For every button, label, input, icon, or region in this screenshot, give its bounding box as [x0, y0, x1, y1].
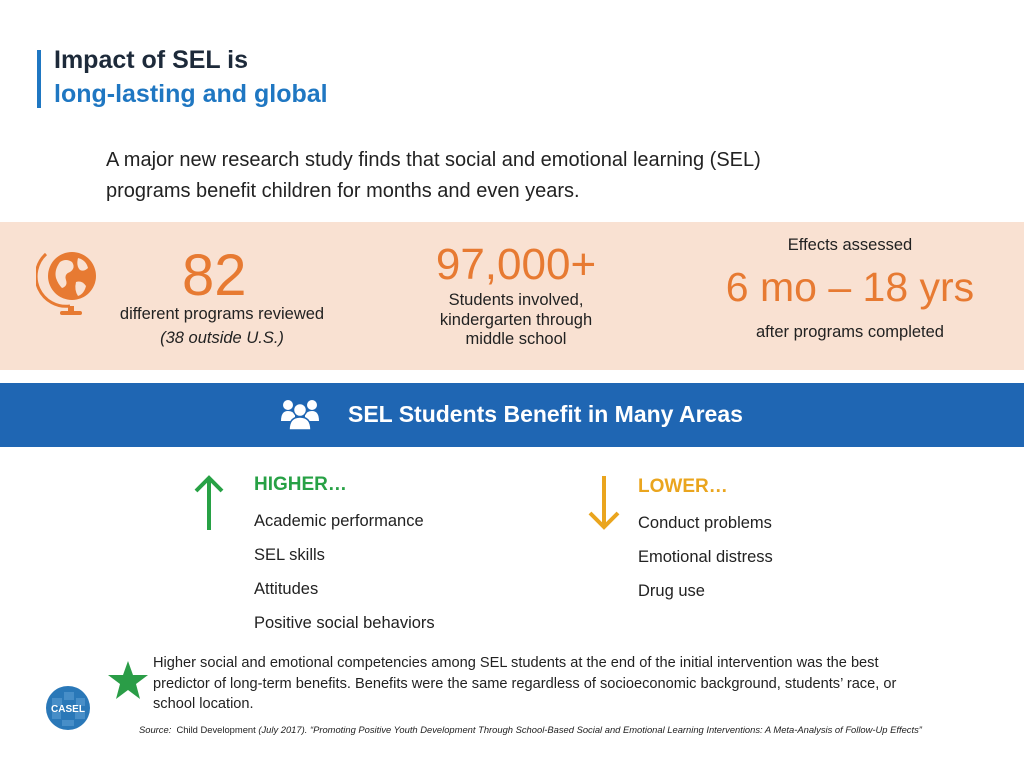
effects-bottom-label: after programs completed	[755, 323, 944, 341]
key-finding-note	[153, 653, 983, 715]
effects-top-label: Effects assessed	[787, 236, 913, 254]
programs-count: 82	[182, 243, 247, 308]
higher-item: Academic performance	[254, 512, 424, 530]
star-icon	[107, 660, 149, 700]
note-line-1: Higher social and emotional competencies among SEL students at the end of the initial intervention was the best	[153, 655, 879, 671]
lower-item: Conduct problems	[638, 514, 772, 532]
students-label	[416, 291, 616, 350]
note-line-3: school location.	[153, 696, 254, 712]
students-label-line2: kindergarten through	[439, 310, 593, 329]
lower-heading: LOWER…	[638, 476, 728, 497]
arrow-down-icon	[586, 474, 622, 532]
students-label-line1: Students involved,	[448, 291, 584, 309]
source-prefix: Source:	[139, 724, 172, 735]
higher-heading: HIGHER…	[254, 474, 347, 495]
casel-logo-text: CASEL	[51, 704, 85, 715]
intro-line-2: programs benefit children for months and even years.	[106, 180, 580, 202]
globe-icon	[36, 242, 106, 318]
higher-item: SEL skills	[254, 546, 325, 564]
students-count: 97,000+	[435, 240, 597, 289]
intro-line-1: A major new research study finds that social and emotional learning (SEL)	[106, 149, 761, 171]
programs-sublabel: (38 outside U.S.)	[160, 329, 284, 347]
page-title-line2: long-lasting and global	[54, 80, 328, 108]
higher-item: Positive social behaviors	[254, 614, 435, 632]
benefits-band-title: SEL Students Benefit in Many Areas	[348, 401, 743, 427]
note-line-2: predictor of long-term benefits. Benefits were the same regardless of socioeconomic background, students’ race, or	[153, 675, 897, 692]
students-label-line3: middle school	[465, 330, 567, 348]
lower-item: Emotional distress	[638, 548, 773, 566]
lower-item: Drug use	[638, 582, 705, 600]
casel-logo	[44, 684, 92, 732]
source-citation	[139, 724, 1019, 735]
page-title-line1: Impact of SEL is	[54, 46, 249, 74]
source-title: “Promoting Positive Youth Development Through School-Based Social and Emotional Learning Interventions: A Meta-Analysis of Follow-Up Effects”	[309, 724, 922, 735]
source-journal: Child Development	[176, 724, 256, 735]
higher-item: Attitudes	[254, 580, 319, 598]
effects-range: 6 mo – 18 yrs	[725, 264, 975, 310]
intro-text	[106, 145, 906, 207]
programs-label: different programs reviewed	[119, 305, 325, 323]
source-date: (July 2017).	[258, 724, 308, 735]
arrow-up-icon	[193, 474, 225, 532]
title-accent-bar	[37, 50, 41, 108]
people-group-icon	[280, 397, 320, 431]
